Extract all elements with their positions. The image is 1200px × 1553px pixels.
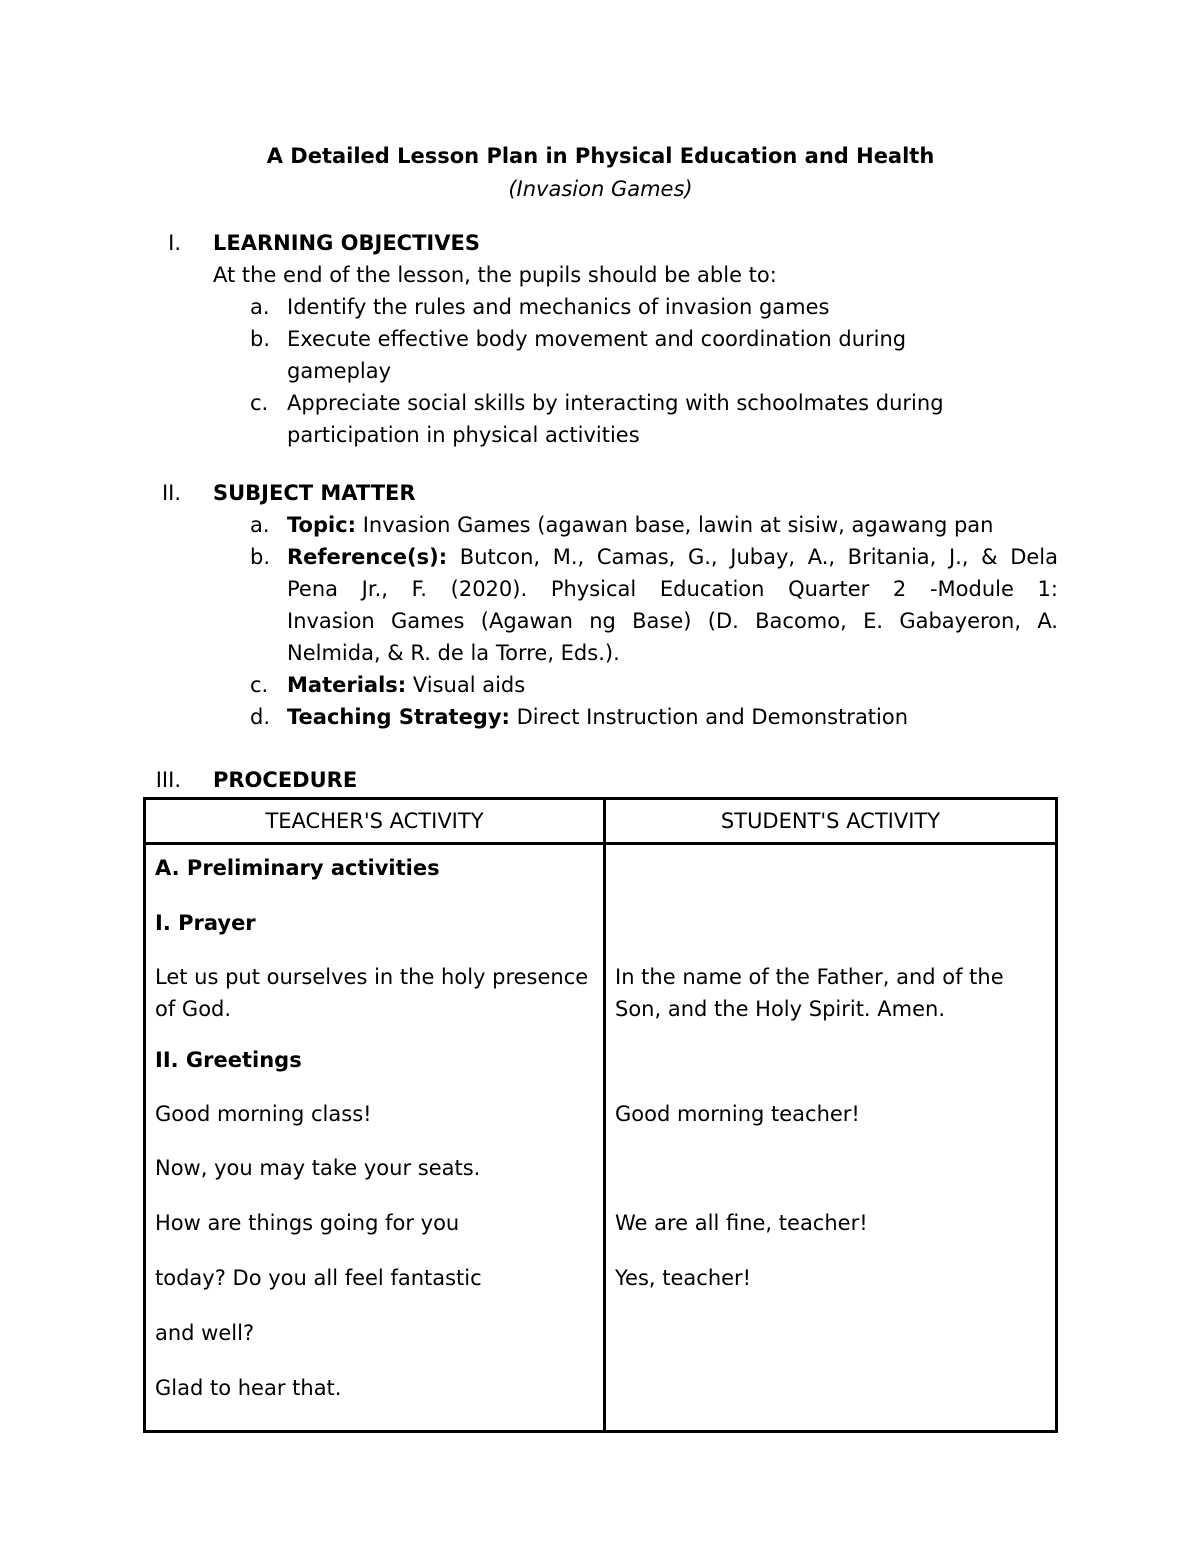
teacher-paragraph-holy-presence: Let us put ourselves in the holy presence of God. <box>155 965 589 1021</box>
document-title: A Detailed Lesson Plan in Physical Education and Health <box>266 144 935 168</box>
procedure-heading-row <box>143 764 1058 796</box>
objective-c-line-1: Appreciate social skills by interacting with schoolmates during <box>287 391 944 415</box>
procedure-table <box>143 797 1058 1433</box>
objective-a-line-1: Identify the rules and mechanics of invasion games <box>287 295 830 319</box>
topic-label: Topic: <box>287 513 357 537</box>
objective-marker-a: a. <box>250 295 270 319</box>
materials-marker: c. <box>250 673 269 697</box>
section-numeral-ii: II. <box>161 481 181 505</box>
teacher-paragraph-good-morning: Good morning class! <box>155 1102 372 1126</box>
objective-item-a <box>143 291 1058 323</box>
strategy-text <box>287 701 1058 733</box>
teacher-paragraph-feel-fantastic: today? Do you all feel fantastic <box>155 1266 482 1290</box>
teacher-activity-cell <box>146 845 606 1430</box>
reference-line-4: Nelmida, & R. de la Torre, Eds.). <box>287 641 620 665</box>
teacher-paragraph-preliminary: A. Preliminary activities <box>155 856 440 880</box>
student-activity-header: STUDENT'S ACTIVITY <box>720 809 941 833</box>
materials-value: Visual aids <box>412 673 526 697</box>
topic-marker: a. <box>250 513 270 537</box>
section-procedure <box>143 764 1058 1433</box>
student-paragraph-good-morning: Good morning teacher! <box>615 1102 860 1126</box>
document-body <box>143 0 1058 1433</box>
section-numeral-i: I. <box>168 231 181 255</box>
strategy-value: Direct Instruction and Demonstration <box>516 705 909 729</box>
subject-matter-heading-row <box>143 477 1058 509</box>
section-numeral-iii: III. <box>155 768 181 792</box>
objective-b-line-2: gameplay <box>287 359 392 383</box>
reference-text <box>287 541 1058 669</box>
teacher-paragraph-prayer: I. Prayer <box>155 911 256 935</box>
learning-objectives-heading: LEARNING OBJECTIVES <box>213 231 480 255</box>
objective-text-b <box>287 323 1058 387</box>
procedure-table-body-row <box>146 845 1055 1430</box>
materials-text <box>287 669 1058 701</box>
reference-marker: b. <box>250 545 271 569</box>
student-paragraph-all-fine: We are all fine, teacher! <box>615 1211 868 1235</box>
subject-matter-heading: SUBJECT MATTER <box>213 481 416 505</box>
topic-value: Invasion Games (agawan base, lawin at sisiw, agawang pan <box>362 513 994 537</box>
objective-marker-c: c. <box>250 391 269 415</box>
learning-objectives-heading-row <box>143 227 1058 259</box>
reference-line-1 <box>287 541 1058 573</box>
student-paragraph-prayer-response: In the name of the Father, and of the Son, and the Holy Spirit. Amen. <box>615 965 1004 1021</box>
reference-line-2: Pena Jr., F. (2020). Physical Education Quarter 2 -Module 1: <box>287 577 1058 601</box>
objective-marker-b: b. <box>250 327 271 351</box>
student-paragraph-yes-teacher: Yes, teacher! <box>615 1266 752 1290</box>
teacher-paragraph-greetings: II. Greetings <box>155 1048 302 1072</box>
reference-line-1-text: Butcon, M., Camas, G., Jubay, A., Britania, J., & Dela <box>459 545 1058 569</box>
teacher-paragraph-glad: Glad to hear that. <box>155 1376 342 1400</box>
topic-text <box>287 509 1058 541</box>
section-learning-objectives <box>143 227 1058 451</box>
teacher-paragraph-take-seats: Now, you may take your seats. <box>155 1156 481 1180</box>
strategy-label: Teaching Strategy: <box>287 705 510 729</box>
procedure-table-header-row <box>146 800 1055 845</box>
objective-text-c <box>287 387 1058 451</box>
section-subject-matter <box>143 477 1058 733</box>
objective-b-line-1: Execute effective body movement and coordination during <box>287 327 907 351</box>
objective-item-b <box>143 323 1058 387</box>
reference-line-3: Invasion Games (Agawan ng Base) (D. Bacomo, E. Gabayeron, A. <box>287 609 1058 633</box>
teacher-paragraph-and-well: and well? <box>155 1321 255 1345</box>
subject-item-materials <box>143 669 1058 701</box>
subject-item-reference <box>143 541 1058 669</box>
document-subtitle: (Invasion Games) <box>508 177 693 201</box>
subject-item-strategy <box>143 701 1058 733</box>
procedure-heading: PROCEDURE <box>213 768 358 792</box>
teacher-paragraph-how-are-things: How are things going for you <box>155 1211 460 1235</box>
teacher-activity-header: TEACHER'S ACTIVITY <box>146 800 606 842</box>
objectives-intro: At the end of the lesson, the pupils should be able to: <box>213 263 777 287</box>
reference-label: Reference(s): <box>287 545 448 569</box>
materials-label: Materials: <box>287 673 407 697</box>
objective-item-c <box>143 387 1058 451</box>
objective-text-a <box>287 291 1058 323</box>
subject-item-topic <box>143 509 1058 541</box>
student-activity-cell <box>606 845 1055 1430</box>
strategy-marker: d. <box>250 705 271 729</box>
objective-c-line-2: participation in physical activities <box>287 423 640 447</box>
